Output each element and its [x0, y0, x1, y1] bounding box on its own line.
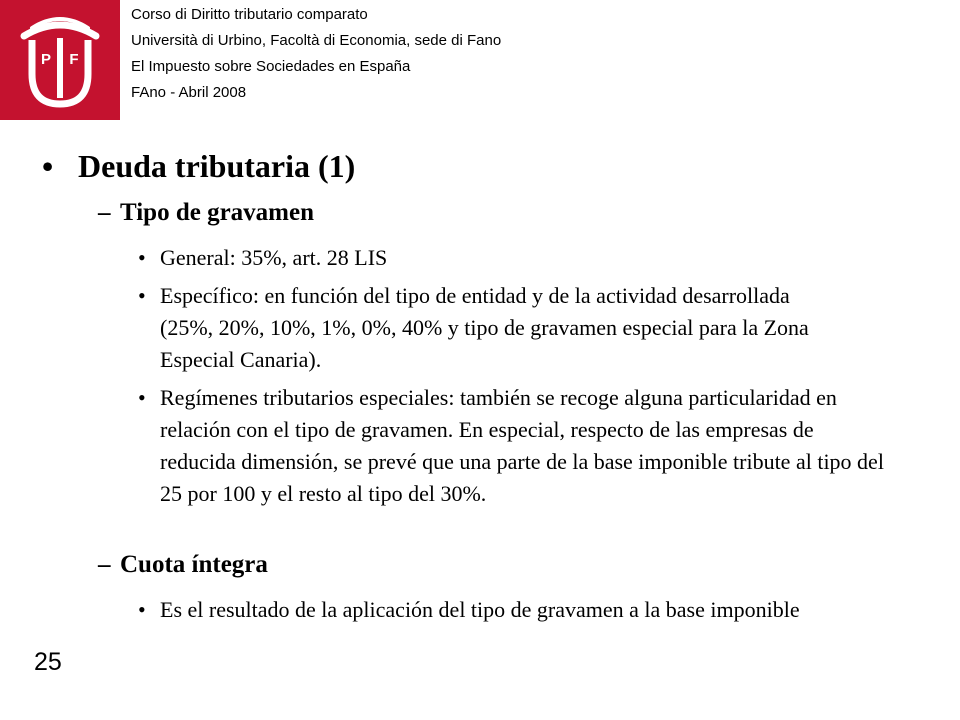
university-logo: [0, 0, 120, 120]
bullet-regimenes: Regímenes tributarios especiales: también se recoge alguna particularidad en relación con el tipo de gravamen. En especial, respecto de las empresas de reducida dimensión, se prevé que una parte de la base imponible tribute al tipo del 25 por 100 y el resto al tipo del 30%.: [160, 385, 884, 506]
bullet-marker: •: [138, 283, 146, 308]
section-dash: –: [98, 199, 111, 226]
bullet-general: General: 35%, art. 28 LIS: [160, 245, 388, 270]
course-header: [131, 2, 501, 106]
bullet-especifico: Específico: en función del tipo de entidad y de la actividad desarrollada (25%, 20%, 10%, 1%, 0%, 40% y tipo de gravamen especial para la Zona Especial Canaria).: [160, 283, 809, 372]
header-date: FAno - Abril 2008: [131, 84, 247, 101]
bullet-marker: •: [138, 385, 146, 410]
header-topic: El Impuesto sobre Sociedades en España: [131, 58, 411, 75]
title-bullet-marker: •: [42, 148, 54, 184]
logo-letter-p: P: [40, 51, 52, 68]
header-course-name: Corso di Diritto tributario comparato: [131, 6, 368, 23]
bullet-marker: •: [138, 597, 146, 622]
logo-emblem-icon: [0, 0, 120, 120]
section-dash: –: [98, 551, 111, 578]
bullet-cuota: Es el resultado de la aplicación del tipo de gravamen a la base imponible: [160, 597, 800, 622]
section-heading-cuota: Cuota íntegra: [120, 551, 268, 578]
page-number: 25: [34, 648, 62, 676]
logo-letter-f: F: [69, 51, 79, 68]
bullet-marker: •: [138, 245, 146, 270]
header-university: Università di Urbino, Facoltà di Economia, sede di Fano: [131, 32, 502, 49]
slide-title: Deuda tributaria (1): [78, 148, 356, 184]
section-heading-tipo: Tipo de gravamen: [120, 199, 314, 226]
